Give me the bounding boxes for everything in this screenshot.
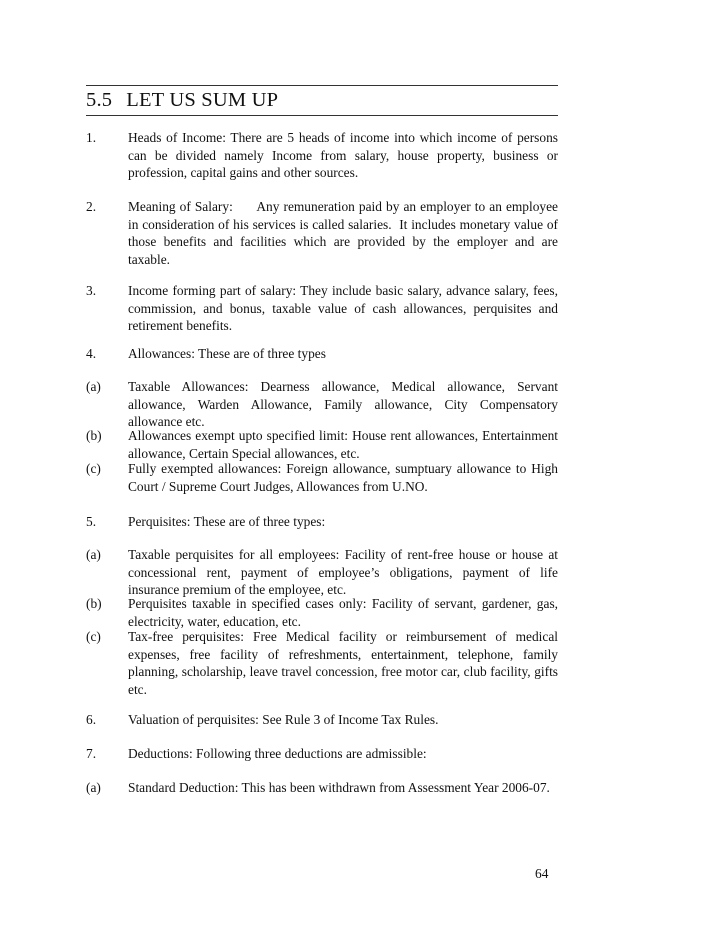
item-number: (b) <box>86 596 102 611</box>
item-number: 1. <box>86 130 97 145</box>
item-number: 7. <box>86 746 97 761</box>
item-number: 5. <box>86 514 97 529</box>
document-page <box>86 0 562 943</box>
item-text: Income forming part of salary: They include basic salary, advance salary, fees, commission, and bonus, taxable value of cash allowances, perquisites and retirement benefits. <box>128 283 558 334</box>
page-number: 64 <box>535 866 549 881</box>
item-text: Standard Deduction: This has been withdrawn from Assessment Year 2006-07. <box>128 780 550 795</box>
item-text: Tax-free perquisites: Free Medical facility or reimbursement of medical expenses, free facility of refreshments, entertainment, telephone, family planning, scholarship, leave travel concession, free motor car, club facility, gifts etc. <box>128 629 558 697</box>
item-text: Taxable Allowances: Dearness allowance, Medical allowance, Servant allowance, Warden Allowance, Family allowance, City Compensatory allowance etc. <box>128 379 558 430</box>
item-text: Perquisites taxable in specified cases only: Facility of servant, gardener, gas, electricity, water, education, etc. <box>128 596 558 629</box>
item-number: (a) <box>86 780 101 795</box>
item-text: Deductions: Following three deductions are admissible: <box>128 746 427 761</box>
item-number: (a) <box>86 379 101 394</box>
item-text: Perquisites: These are of three types: <box>128 514 326 529</box>
item-number: 3. <box>86 283 97 298</box>
item-text: Heads of Income: There are 5 heads of income into which income of persons can be divided namely Income from salary, house property, business or profession, capital gains and other sources. <box>128 130 558 181</box>
item-number: (c) <box>86 461 101 476</box>
heading-underline <box>86 115 558 116</box>
item-number: (b) <box>86 428 102 443</box>
top-rule <box>86 85 558 86</box>
section-heading <box>86 89 278 112</box>
item-text: Valuation of perquisites: See Rule 3 of Income Tax Rules. <box>128 712 439 727</box>
section-title: LET US SUM UP <box>126 89 279 111</box>
item-number: 2. <box>86 199 97 214</box>
item-text: Taxable perquisites for all employees: Facility of rent-free house or house at concessional rent, payment of employee’s obligations, payment of life insurance premium of the employee, etc. <box>128 547 558 598</box>
item-number: (a) <box>86 547 101 562</box>
item-text: Meaning of Salary: Any remuneration paid by an employer to an employee in consideration of his services is called salaries. It includes monetary value of those benefits and facilities which are provided by the employer and are taxable. <box>128 199 562 267</box>
section-number: 5.5 <box>86 89 113 111</box>
item-number: (c) <box>86 629 101 644</box>
item-number: 6. <box>86 712 97 727</box>
item-text: Allowances exempt upto specified limit: House rent allowances, Entertainment allowance, Certain Special allowances, etc. <box>128 428 558 461</box>
item-text: Allowances: These are of three types <box>128 346 326 361</box>
item-text: Fully exempted allowances: Foreign allowance, sumptuary allowance to High Court / Supreme Court Judges, Allowances from U.NO. <box>128 461 558 494</box>
item-number: 4. <box>86 346 97 361</box>
